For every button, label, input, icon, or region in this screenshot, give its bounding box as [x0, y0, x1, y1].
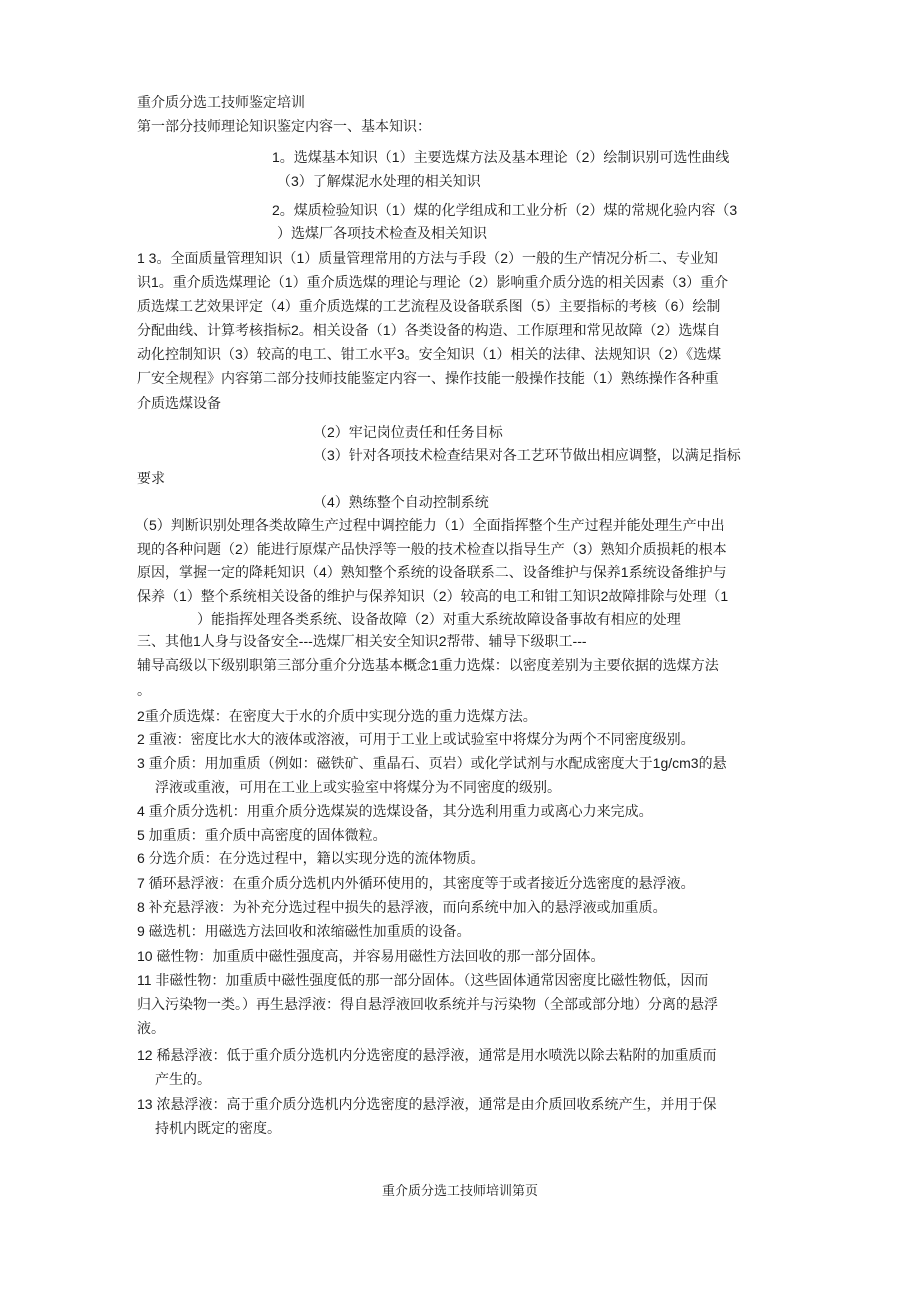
text-line: ）能指挥处理各类系统、设备故障（2）对重大系统故障设备事故有相应的处理	[197, 611, 681, 627]
text-line: 介质选煤设备	[137, 395, 221, 411]
text-line: （4）熟练整个自动控制系统	[313, 494, 489, 510]
text-line: ）选煤厂各项技术检查及相关知识	[277, 225, 487, 241]
text-line: 辅导高级以下级别职第三部分重介分选基本概念1重力选煤：以密度差别为主要依据的选煤方法	[137, 657, 719, 673]
text-line: 6 分选介质：在分选过程中，籍以实现分选的流体物质。	[137, 850, 485, 866]
text-line: 动化控制知识（3）较高的电工、钳工水平3。安全知识（1）相关的法律、法规知识（2）《选煤	[137, 346, 722, 362]
text-line: 液。	[137, 1020, 165, 1036]
text-line: 归入污染物一类。）再生悬浮液：得自悬浮液回收系统并与污染物（全部或部分地）分离的悬浮	[137, 996, 718, 1012]
text-line: （3）了解煤泥水处理的相关知识	[277, 173, 481, 189]
text-line: 12 稀悬浮液：低于重介质分选机内分选密度的悬浮液，通常是用水喷洗以除去粘附的加重质而	[137, 1047, 717, 1063]
text-line: 保养（1）整个系统相关设备的维护与保养知识（2）较高的电工和钳工知识2故障排除与处理（1	[137, 588, 729, 604]
text-line: 要求	[137, 470, 165, 486]
text-line: 2 重液：密度比水大的液体或溶液，可用于工业上或试验室中将煤分为两个不同密度级别。	[137, 731, 695, 747]
text-line: 厂安全规程》内容第二部分技师技能鉴定内容一、操作技能一般操作技能（1）熟练操作各种重	[137, 370, 719, 386]
text-line: 三、其他1人身与设备安全---选煤厂相关安全知识2帮带、辅导下级职工---	[137, 633, 587, 649]
document-title: 重介质分选工技师鉴定培训	[137, 96, 305, 111]
text-line: 10 磁性物：加重质中磁性强度高，并容易用磁性方法回收的那一部分固体。	[137, 948, 605, 964]
text-line: 1。选煤基本知识（1）主要选煤方法及基本理论（2）绘制识别可选性曲线	[272, 149, 730, 165]
text-line: 分配曲线、计算考核指标2。相关设备（1）各类设备的构造、工作原理和常见故障（2）选煤自	[137, 322, 721, 338]
text-line: 2重介质选煤：在密度大于水的介质中实现分选的重力选煤方法。	[137, 708, 537, 724]
text-line: 8 补充悬浮液：为补充分选过程中损失的悬浮液，而向系统中加入的悬浮液或加重质。	[137, 899, 667, 915]
text-line: 第一部分技师理论知识鉴定内容一、基本知识：	[137, 120, 431, 135]
text-line: 5 加重质：重介质中高密度的固体微粒。	[137, 827, 387, 843]
text-line: （5）判断识别处理各类故障生产过程中调控能力（1）全面指挥整个生产过程并能处理生产中出	[135, 517, 725, 533]
text-line: 原因，掌握一定的降耗知识（4）熟知整个系统的设备联系二、设备维护与保养1系统设备维护与	[137, 564, 727, 580]
text-line: 4 重介质分选机：用重介质分选煤炭的选煤设备，其分选利用重力或离心力来完成。	[137, 803, 653, 819]
text-line: （3）针对各项技术检查结果对各工艺环节做出相应调整，以满足指标	[313, 447, 741, 463]
text-line: 13 浓悬浮液：高于重介质分选机内分选密度的悬浮液，通常是由介质回收系统产生，并用于保	[137, 1096, 717, 1112]
text-line: 9 磁选机：用磁选方法回收和浓缩磁性加重质的设备。	[137, 923, 471, 939]
text-line: 现的各种问题（2）能进行原煤产品快浮等一般的技术检查以指导生产（3）熟知介质损耗的根本	[137, 541, 727, 557]
text-line: 3 重介质：用加重质（例如：磁铁矿、重晶石、页岩）或化学试剂与水配成密度大于1g/cm3的悬	[137, 755, 727, 771]
text-line: （2）牢记岗位责任和任务目标	[313, 424, 503, 440]
text-line: 识1。重介质选煤理论（1）重介质选煤的理论与理论（2）影响重介质分选的相关因素（3）重介	[137, 274, 729, 290]
text-line: 。	[137, 682, 151, 698]
text-line: 7 循环悬浮液：在重介质分选机内外循环使用的，其密度等于或者接近分选密度的悬浮液。	[137, 875, 695, 891]
text-line: 产生的。	[155, 1071, 211, 1087]
text-line: 浮液或重液，可用在工业上或实验室中将煤分为不同密度的级别。	[155, 779, 561, 795]
page-footer: 重介质分选工技师培训第页	[381, 1183, 538, 1198]
text-line: 11 非磁性物：加重质中磁性强度低的那一部分固体。（这些固体通常因密度比磁性物低，因而	[137, 972, 709, 988]
text-line: 质选煤工艺效果评定（4）重介质选煤的工艺流程及设备联系图（5）主要指标的考核（6）绘制	[137, 298, 721, 314]
text-line: 1 3。全面质量管理知识（1）质量管理常用的方法与手段（2）一般的生产情况分析二、专业知	[137, 250, 719, 266]
text-line: 持机内既定的密度。	[155, 1120, 281, 1136]
text-line: 2。煤质检验知识（1）煤的化学组成和工业分析（2）煤的常规化验内容（3	[272, 202, 738, 218]
